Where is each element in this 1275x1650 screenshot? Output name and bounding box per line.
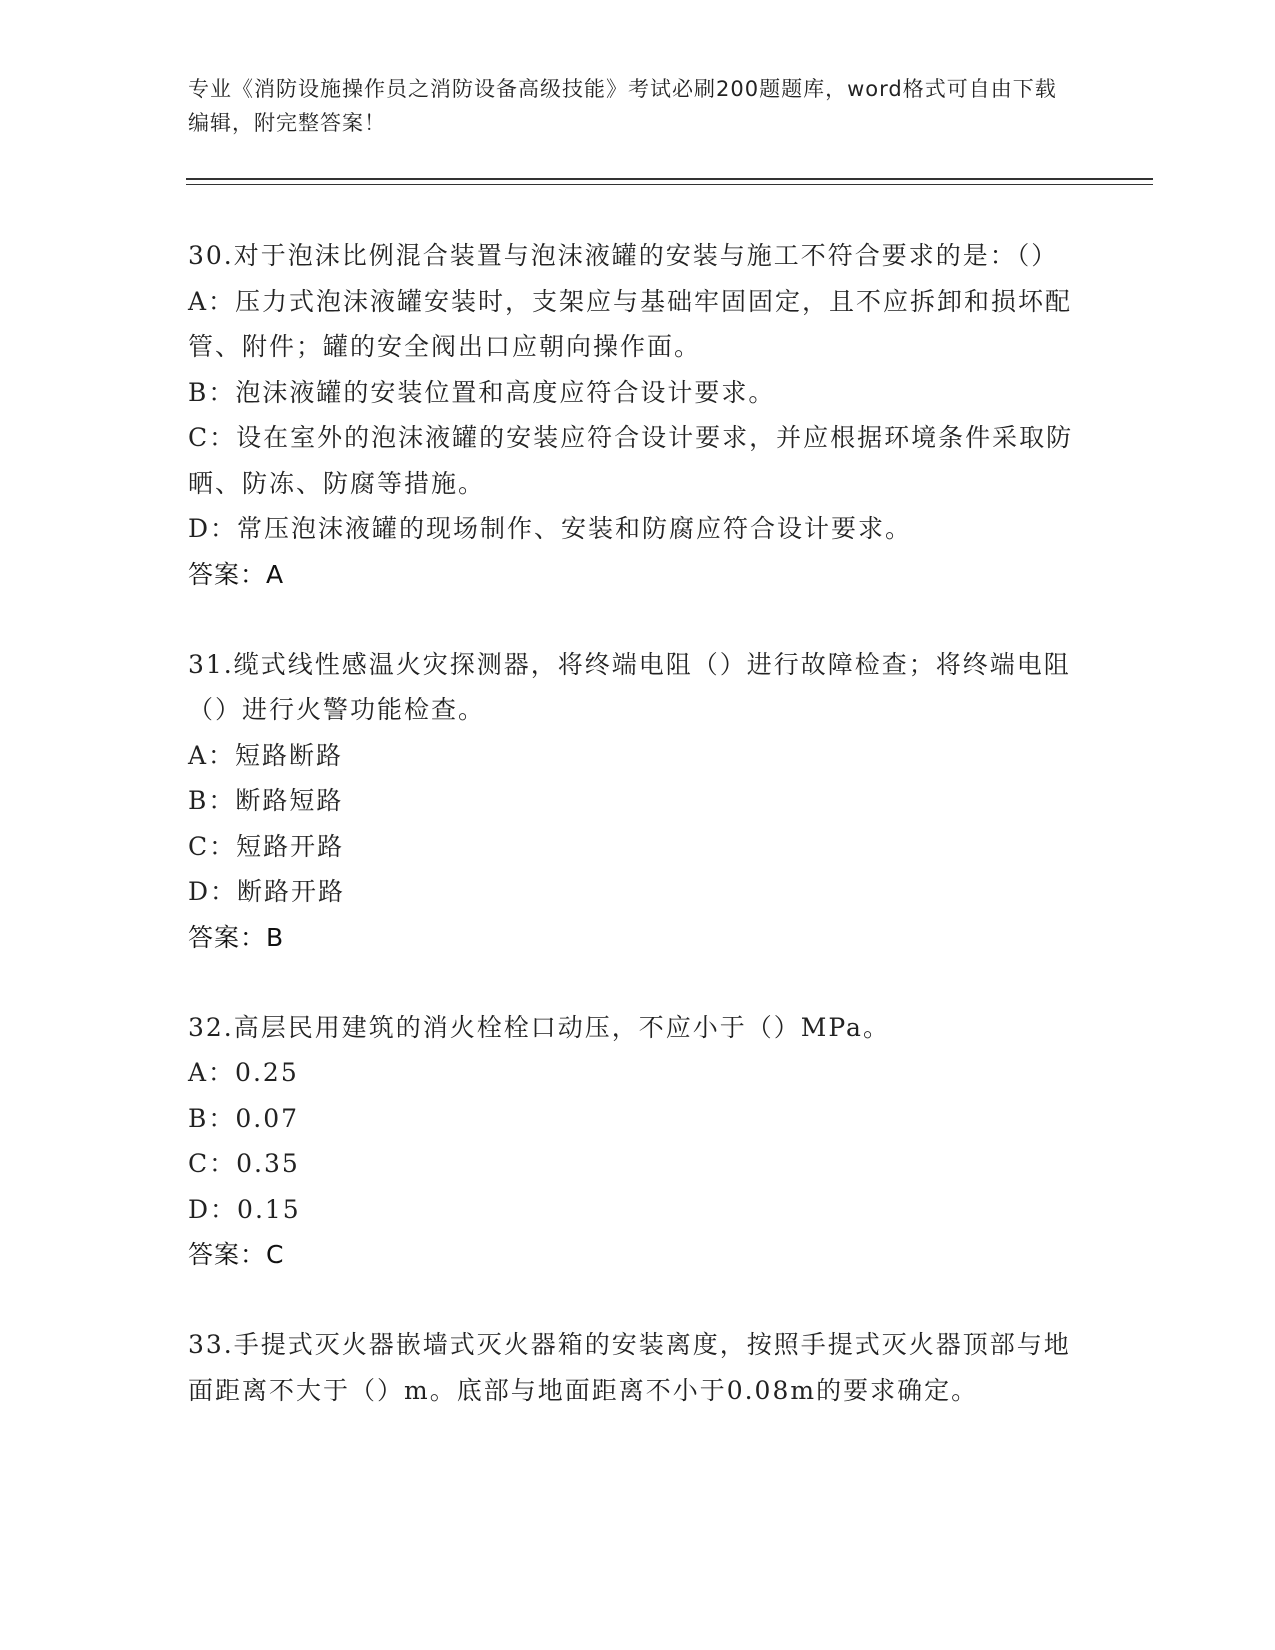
answer: 答案：A [188,559,285,589]
option-b: B：0.07 [188,1103,300,1133]
question-stem: 30.对于泡沫比例混合装置与泡沫液罐的安装与施工不符合要求的是：（） [188,241,1059,270]
option-c: C：0.35 [188,1149,300,1178]
header-divider [186,178,1153,185]
option-a: A：0.25 [188,1058,299,1087]
question-list [188,233,1078,1458]
question-30 [188,233,1078,597]
option-a: A：短路断路 [188,740,344,770]
option-b: B：断路短路 [188,786,344,815]
question-31 [188,642,1078,960]
question-stem: 33.手提式灭火器嵌墙式灭火器箱的安装离度，按照手提式灭火器顶部与地面距离不大于（）m。底部与地面距离不小于0.08m的要求确定。 [188,1330,1071,1405]
option-a: A：压力式泡沫液罐安装时，支架应与基础牢固固定，且不应拆卸和损坏配管、附件；罐的安全阀出口应朝向操作面。 [188,286,1073,361]
question-stem: 32.高层民用建筑的消火栓栓口动压，不应小于（）MPa。 [188,1012,890,1042]
option-b: B：泡沫液罐的安装位置和高度应符合设计要求。 [188,377,776,407]
question-32 [188,1005,1078,1278]
page-header: 专业《消防设施操作员之消防设备高级技能》考试必刷200题题库，word格式可自由下载编辑，附完整答案！ [188,77,1057,135]
question-stem: 31.缆式线性感温火灾探测器，将终端电阻（）进行故障检查；将终端电阻（）进行火警功能检查。 [188,649,1071,724]
option-c: C：短路开路 [188,831,345,861]
option-d: D：0.15 [188,1194,301,1224]
option-c: C：设在室外的泡沫液罐的安装应符合设计要求，并应根据环境条件采取防晒、防冻、防腐等措施。 [188,423,1074,498]
option-d: D：断路开路 [188,877,346,906]
answer: 答案：B [188,922,285,952]
option-d: D：常压泡沫液罐的现场制作、安装和防腐应符合设计要求。 [188,514,913,543]
answer: 答案：C [188,1240,285,1269]
question-33 [188,1322,1078,1413]
